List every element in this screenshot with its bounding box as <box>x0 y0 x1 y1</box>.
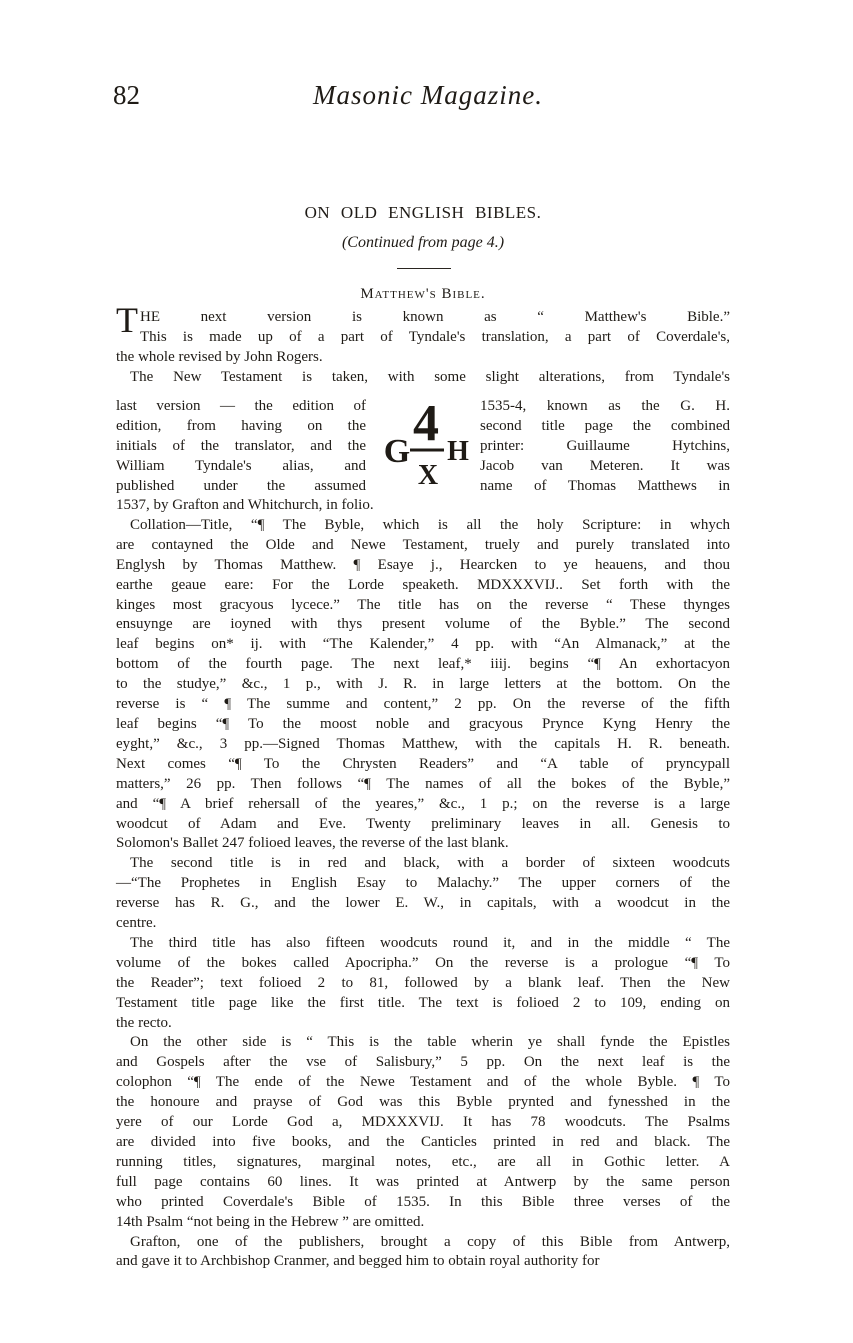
text-line: reverse is “ ¶ The summe and content,” 2 pp. On the reverse of the fifth <box>116 696 730 713</box>
article-title: ON OLD ENGLISH BIBLES. <box>304 203 542 222</box>
text-line: the honoure and prayse of God was this Byble prynted and fynesshed in the <box>116 1094 730 1111</box>
text-line: reverse has R. G., and the lower E. W., in capitals, with a woodcut in the <box>116 895 730 912</box>
text-line: Englysh by Thomas Matthew. ¶ Esaye j., Hearcken to ye heauens, and thou <box>116 556 730 573</box>
text-line: volume of the bokes called Apocripha.” On the reverse is a prologue “¶ To <box>116 954 730 971</box>
body-text <box>116 496 730 1272</box>
page-number: 82 <box>113 80 140 110</box>
text-line: William Tyndale's alias, and <box>116 457 366 474</box>
text-line: colophon “¶ The ende of the Newe Testament and of the whole Byble. ¶ To <box>116 1074 730 1091</box>
running-head <box>113 78 733 122</box>
text-line: —“The Prophetes in English Esay to Malachy.” The upper corners of the <box>116 875 730 892</box>
text-line: and Gospels after the vse of Salisbury,” 5 pp. On the next leaf is the <box>116 1054 730 1071</box>
section-heading: Matthew's Bible. <box>360 286 486 302</box>
text-line: The third title has also fifteen woodcuts round it, and in the middle “ The <box>130 934 730 951</box>
drop-cap: T <box>116 300 138 340</box>
text-line: who printed Coverdale's Bible of 1535. In this Bible three verses of the <box>116 1193 730 1210</box>
text-line: yere of our Lorde God a, MDXXXVIJ. It has 78 woodcuts. The Psalms <box>116 1114 730 1131</box>
text-line: the Reader”; text folioed 2 to 81, followed by a blank leaf. Then the New <box>116 974 730 991</box>
text-line: are divided into five books, and the Canticles printed in red and black. The <box>116 1134 730 1150</box>
device-letter-top: 4 <box>413 395 439 452</box>
text-line: 1535-4, known as the G. H. <box>480 398 730 414</box>
magazine-title: Masonic Magazine. <box>313 80 543 110</box>
text-line: Solomon's Ballet 247 folioed leaves, the reverse of the last blank. <box>116 835 509 852</box>
text-line: 14th Psalm “not being in the Hebrew ” are omitted. <box>116 1213 425 1230</box>
text-line: second title page the combined <box>480 417 730 434</box>
text-line: are contayned the Olde and Newe Testament, truely and purely translated into <box>116 536 730 553</box>
text-line: last version — the edition of <box>116 398 366 414</box>
intro-line: the whole revised by John Rogers. <box>116 348 323 365</box>
text-line: Grafton, one of the publishers, brought a copy of this Bible from Antwerp, <box>130 1233 730 1250</box>
printers-mark-icon <box>382 394 470 490</box>
text-line: eyght,” &c., 3 pp.—Signed Thomas Matthew, with the capitals H. R. beneath. <box>116 735 730 752</box>
device-letter-right: H <box>447 436 469 467</box>
text-line: and “¶ A brief rehersall of the yeares,” &c., 1 p.; on the reverse is a large <box>116 795 730 812</box>
device-letter-bottom: X <box>417 460 439 490</box>
text-line: earthe geaue eare: For the Lorde speaketh. MDXXXVIJ.. Set forth with the <box>116 576 730 593</box>
text-line: ensuynge are ioyned with thys present volume of the Byble.” The second <box>116 616 730 633</box>
right-column-text <box>480 397 730 497</box>
text-line: to the studye,” &c., 1 p., with J. R. in large letters at the bottom. On the <box>116 676 730 693</box>
text-line: edition, from having on the <box>116 417 366 434</box>
device-letter-left: G <box>383 433 411 470</box>
title-rule <box>397 268 451 269</box>
text-line: kinges most gracyous lycece.” The title has on the reverse “ These thynges <box>116 596 730 613</box>
text-line: Testament title page like the first title. The text is folioed 2 to 109, ending on <box>116 994 730 1011</box>
text-line: the recto. <box>116 1014 172 1031</box>
text-line: leaf begins on* ij. with “The Kalender,” 4 pp. with “An Almanack,” at the <box>116 636 730 653</box>
text-line: initials of the translator, and the <box>116 437 366 454</box>
text-line: woodcut of Adam and Eve. Twenty preliminary leaves in all. Genesis to <box>116 815 730 832</box>
text-line: and gave it to Archbishop Cranmer, and begged him to obtain royal authority for <box>116 1253 600 1270</box>
text-line: name of Thomas Matthews in <box>480 477 730 494</box>
text-line: The second title is in red and black, with a border of sixteen woodcuts <box>130 855 730 872</box>
intro-line: This is made up of a part of Tyndale's translation, a part of Coverdale's, <box>140 328 730 345</box>
text-line: Collation—Title, “¶ The Byble, which is all the holy Scripture: in whych <box>130 516 730 533</box>
text-line: centre. <box>116 915 157 932</box>
left-column-text <box>116 397 366 497</box>
text-line: 1537, by Grafton and Whitchurch, in folio. <box>116 497 374 513</box>
text-line: On the other side is “ This is the table wherin ye shall fynde the Epistles <box>130 1034 730 1051</box>
text-line: full page contains 60 lines. It was printed at Antwerp by the same person <box>116 1173 730 1190</box>
text-line: published under the assumed <box>116 477 366 494</box>
intro-paragraph <box>116 300 730 388</box>
text-line: Jacob van Meteren. It was <box>480 457 730 474</box>
intro-line-text: HE next version is known as “ Matthew's Bible.” <box>140 309 730 325</box>
intro-line: The New Testament is taken, with some slight alterations, from Tyndale's <box>130 368 730 385</box>
text-line: bottom of the fourth page. The next leaf,* iiij. begins “¶ An exhortacyon <box>116 656 730 673</box>
continued-note: (Continued from page 4.) <box>341 234 505 251</box>
text-line: leaf begins “¶ To the moost noble and gracyous Prynce Kyng Henry the <box>116 715 730 732</box>
text-line: printer: Guillaume Hytchins, <box>480 437 730 454</box>
text-line: Next comes “¶ To the Chrysten Readers” and “A table of pryncypall <box>116 755 730 772</box>
text-line: matters,” 26 pp. Then follows “¶ The names of all the bokes of the Byble,” <box>116 775 730 792</box>
text-line: running titles, signatures, marginal notes, etc., are all in Gothic letter. A <box>116 1153 730 1170</box>
